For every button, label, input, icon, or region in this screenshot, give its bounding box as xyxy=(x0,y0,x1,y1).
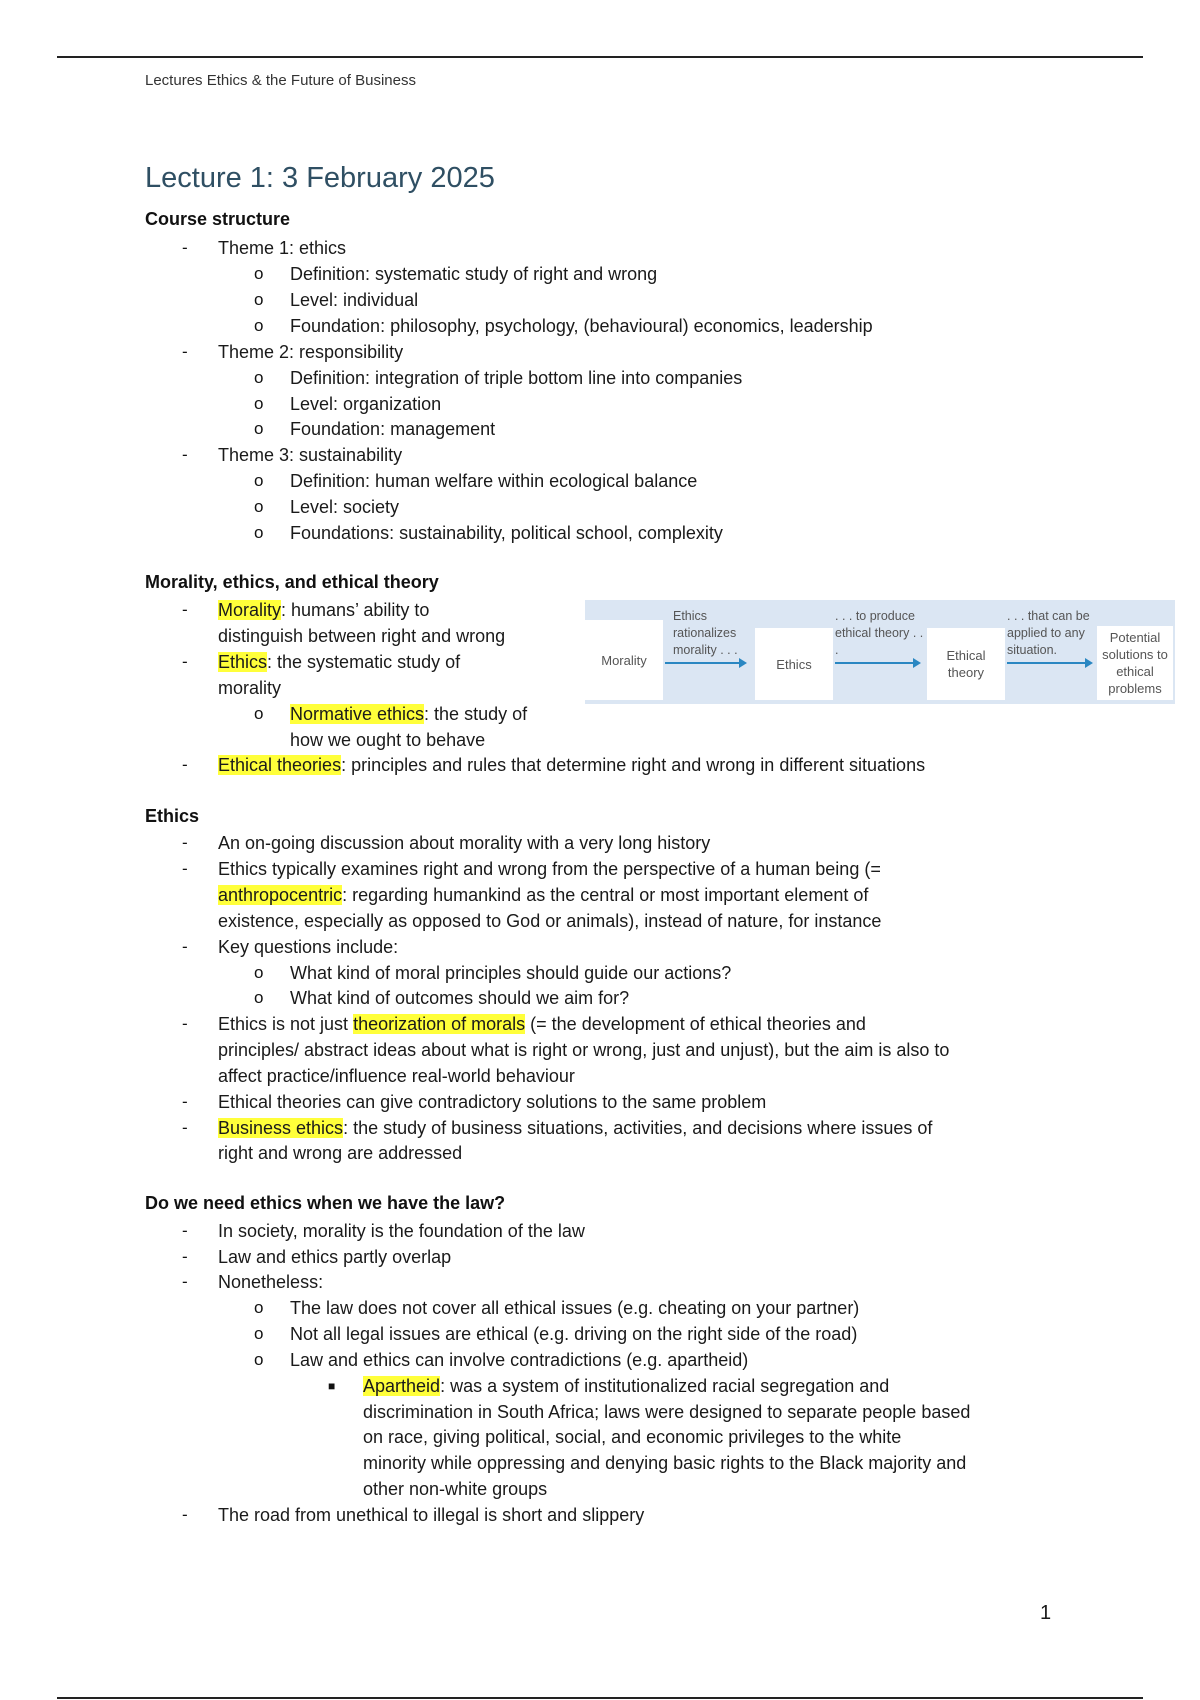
list-item: Nonetheless: xyxy=(218,1272,324,1292)
circle-bullet: o xyxy=(254,316,264,335)
body-text: (= the development of ethical theories and xyxy=(525,1014,866,1034)
list-item: An on-going discussion about morality with a very long history xyxy=(218,833,711,853)
highlighted-term: Ethical theories xyxy=(218,755,342,775)
definition-text: : principles and rules that determine right and wrong in different situations xyxy=(341,755,926,775)
circle-bullet: o xyxy=(254,497,264,516)
dash-bullet: - xyxy=(182,1247,188,1266)
list-item: Theme 1: ethics xyxy=(218,238,347,258)
section-heading-course: Course structure xyxy=(145,209,291,229)
list-item: Level: individual xyxy=(290,290,419,310)
list-item: Ethical theories can give contradictory solutions to the same problem xyxy=(218,1092,767,1112)
list-item: Definition: integration of triple bottom line into companies xyxy=(290,368,743,388)
bottom-rule xyxy=(57,1697,1143,1699)
dash-bullet: - xyxy=(182,859,188,878)
dash-bullet: - xyxy=(182,833,188,852)
definition-text: : was a system of institutionalized racial segregation and xyxy=(440,1376,890,1396)
circle-bullet: o xyxy=(254,1350,264,1369)
circle-bullet: o xyxy=(254,988,264,1007)
circle-bullet: o xyxy=(254,963,264,982)
list-item: Level: organization xyxy=(290,394,442,414)
dash-bullet: - xyxy=(182,652,188,671)
dash-bullet: - xyxy=(182,755,188,774)
list-item-continuation: morality xyxy=(218,678,282,698)
list-item xyxy=(290,701,527,727)
list-item xyxy=(218,752,925,778)
top-rule xyxy=(57,56,1143,58)
dash-bullet: - xyxy=(182,937,188,956)
list-item: Foundations: sustainability, political school, complexity xyxy=(290,523,723,543)
square-bullet: ■ xyxy=(328,1379,336,1393)
list-item xyxy=(218,1115,932,1141)
list-item-continuation xyxy=(218,882,868,908)
list-item-continuation: how we ought to behave xyxy=(290,730,486,750)
circle-bullet: o xyxy=(254,264,264,283)
list-item: What kind of outcomes should we aim for? xyxy=(290,988,630,1008)
page-number: 1 xyxy=(1040,1602,1052,1624)
list-item-continuation: other non-white groups xyxy=(363,1479,548,1499)
definition-text: : the study of xyxy=(424,704,528,724)
section-heading-morality: Morality, ethics, and ethical theory xyxy=(145,572,439,592)
list-item: The road from unethical to illegal is short and slippery xyxy=(218,1505,645,1525)
list-item-continuation: distinguish between right and wrong xyxy=(218,626,506,646)
list-item: The law does not cover all ethical issues (e.g. cheating on your partner) xyxy=(290,1298,860,1318)
dash-bullet: - xyxy=(182,238,188,257)
list-item-continuation: on race, giving political, social, and economic privileges to the white xyxy=(363,1427,902,1447)
section-heading-ethics: Ethics xyxy=(145,806,200,826)
arrow-icon xyxy=(1007,662,1091,664)
list-item-continuation: minority while oppressing and denying basic rights to the Black majority and xyxy=(363,1453,967,1473)
diagram-box-solutions: Potential solutions to ethical problems xyxy=(1097,626,1173,700)
arrow-icon xyxy=(835,662,919,664)
list-item-continuation: right and wrong are addressed xyxy=(218,1143,463,1163)
list-item-continuation: principles/ abstract ideas about what is right or wrong, just and unjust), but the aim is also to xyxy=(218,1040,950,1060)
list-item: Definition: systematic study of right and wrong xyxy=(290,264,658,284)
diagram-box-ethics: Ethics xyxy=(755,628,833,700)
diagram-box-ethical-theory: Ethical theory xyxy=(927,628,1005,700)
list-item: Ethics typically examines right and wrong from the perspective of a human being (= xyxy=(218,859,881,879)
list-item: Theme 3: sustainability xyxy=(218,445,403,465)
list-item: Law and ethics can involve contradictions (e.g. apartheid) xyxy=(290,1350,749,1370)
list-item xyxy=(363,1373,889,1399)
list-item-continuation: affect practice/influence real-world behaviour xyxy=(218,1066,575,1086)
highlighted-term: Morality xyxy=(218,600,282,620)
list-item: In society, morality is the foundation of the law xyxy=(218,1221,585,1241)
circle-bullet: o xyxy=(254,290,264,309)
diagram-arrow-label: Ethics rationalizes morality . . . xyxy=(673,609,738,657)
document-header: Lectures Ethics & the Future of Business xyxy=(145,72,416,89)
list-item-continuation: existence, especially as opposed to God or animals), instead of nature, for instance xyxy=(218,911,882,931)
circle-bullet: o xyxy=(254,368,264,387)
circle-bullet: o xyxy=(254,704,264,723)
list-item: Theme 2: responsibility xyxy=(218,342,404,362)
dash-bullet: - xyxy=(182,445,188,464)
dash-bullet: - xyxy=(182,1505,188,1524)
list-item: Definition: human welfare within ecological balance xyxy=(290,471,698,491)
highlighted-term: anthropocentric xyxy=(218,885,343,905)
highlighted-term: Normative ethics xyxy=(290,704,425,724)
diagram-arrow-label: . . . to produce ethical theory . . . xyxy=(835,609,924,657)
highlighted-term: Business ethics xyxy=(218,1118,344,1138)
list-item: Level: society xyxy=(290,497,400,517)
dash-bullet: - xyxy=(182,1014,188,1033)
diagram-arrow-label: . . . that can be applied to any situation. xyxy=(1007,609,1090,657)
page-title: Lecture 1: 3 February 2025 xyxy=(145,162,495,194)
dash-bullet: - xyxy=(182,1092,188,1111)
section-heading-law: Do we need ethics when we have the law? xyxy=(145,1193,506,1213)
circle-bullet: o xyxy=(254,471,264,490)
dash-bullet: - xyxy=(182,1118,188,1137)
circle-bullet: o xyxy=(254,1298,264,1317)
dash-bullet: - xyxy=(182,1272,188,1291)
diagram-box-morality: Morality xyxy=(585,620,663,700)
body-text: Ethics is not just xyxy=(218,1014,354,1034)
list-item: Law and ethics partly overlap xyxy=(218,1247,452,1267)
circle-bullet: o xyxy=(254,394,264,413)
circle-bullet: o xyxy=(254,1324,264,1343)
highlighted-term: theorization of morals xyxy=(353,1014,526,1034)
definition-text: : the systematic study of xyxy=(267,652,461,672)
circle-bullet: o xyxy=(254,419,264,438)
circle-bullet: o xyxy=(254,523,264,542)
ethics-flow-diagram xyxy=(585,600,1175,704)
list-item: Not all legal issues are ethical (e.g. driving on the right side of the road) xyxy=(290,1324,858,1344)
highlighted-term: Apartheid xyxy=(363,1376,441,1396)
list-item: What kind of moral principles should guide our actions? xyxy=(290,963,732,983)
definition-text: : the study of business situations, activities, and decisions where issues of xyxy=(343,1118,933,1138)
dash-bullet: - xyxy=(182,342,188,361)
list-item xyxy=(218,597,429,623)
list-item-continuation: discrimination in South Africa; laws were designed to separate people based xyxy=(363,1402,971,1422)
list-item xyxy=(218,649,460,675)
dash-bullet: - xyxy=(182,1221,188,1240)
dash-bullet: - xyxy=(182,600,188,619)
list-item xyxy=(218,1011,866,1037)
highlighted-term: Ethics xyxy=(218,652,268,672)
list-item: Key questions include: xyxy=(218,937,399,957)
definition-text: : humans’ ability to xyxy=(281,600,430,620)
definition-text: : regarding humankind as the central or most important element of xyxy=(342,885,869,905)
arrow-icon xyxy=(665,662,745,664)
list-item: Foundation: management xyxy=(290,419,496,439)
list-item: Foundation: philosophy, psychology, (behavioural) economics, leadership xyxy=(290,316,873,336)
